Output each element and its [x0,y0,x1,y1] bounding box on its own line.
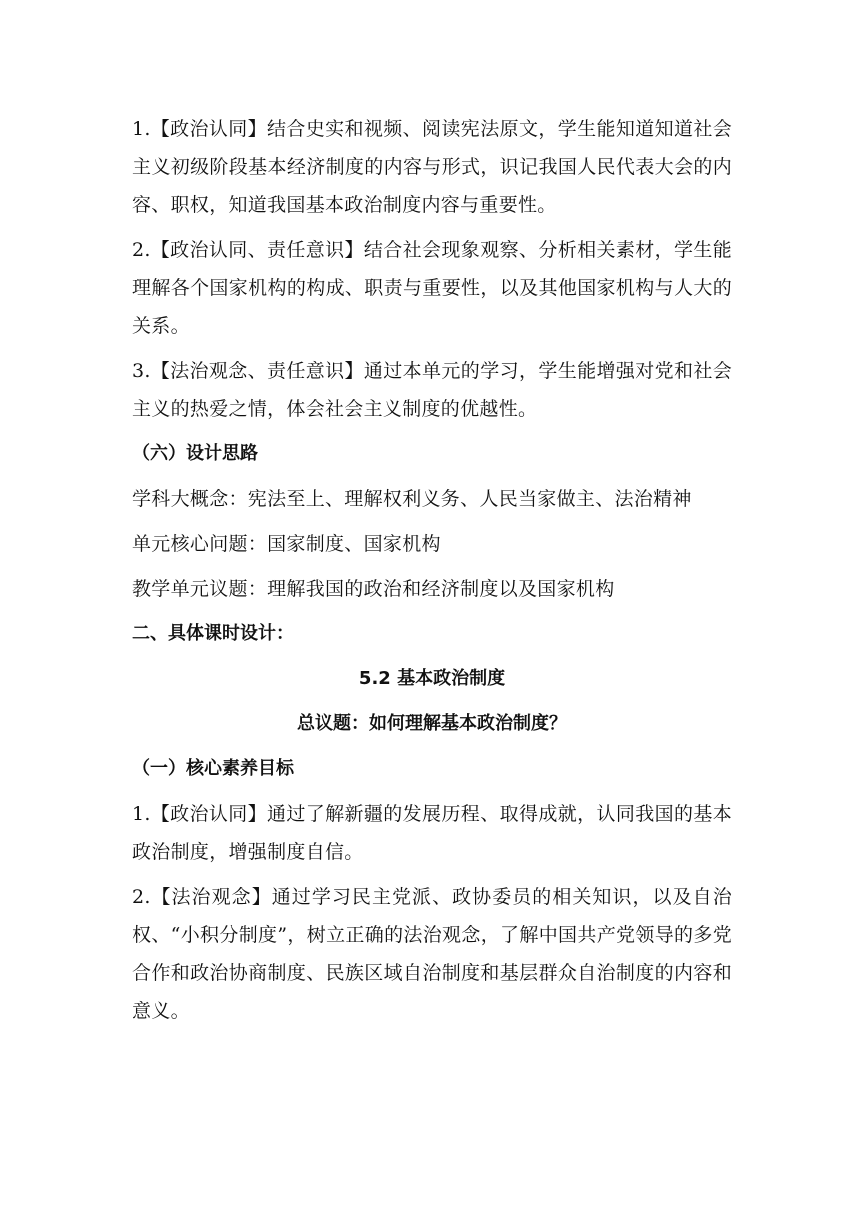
objective-paragraph-2: 2.【政治认同、责任意识】结合社会现象观察、分析相关素材，学生能理解各个国家机构的构成、职责与重要性，以及其他国家机构与人大的关系。 [132,239,732,337]
subject-concept-line: 学科大概念：宪法至上、理解权利义务、人民当家做主、法治精神 [132,488,692,510]
lesson-title: 5.2 基本政治制度 [358,668,506,689]
objective-paragraph-1: 1.【政治认同】结合史实和视频、阅读宪法原文，学生能知道知道社会主义初级阶段基本经济制度的内容与形式，识记我国人民代表大会的内容、职权，知道我国基本政治制度内容与重要性。 [132,118,732,216]
unit-topic-line: 教学单元议题：理解我国的政治和经济制度以及国家机构 [132,578,615,600]
lesson-design-heading: 二、具体课时设计： [132,623,294,644]
core-question-line: 单元核心问题：国家制度、国家机构 [132,533,441,555]
objective-paragraph-3: 3.【法治观念、责任意识】通过本单元的学习，学生能增强对党和社会主义的热爱之情，体会社会主义制度的优越性。 [132,360,732,420]
goals-heading: （一）核心素养目标 [132,758,294,779]
general-topic: 总议题：如何理解基本政治制度？ [297,713,567,734]
goal-paragraph-1: 1.【政治认同】通过了解新疆的发展历程、取得成就，认同我国的基本政治制度，增强制度自信。 [132,803,732,863]
design-heading: （六）设计思路 [132,443,258,464]
goal-paragraph-2: 2.【法治观念】通过学习民主党派、政协委员的相关知识，以及自治权、“小积分制度”，树立正确的法治观念，了解中国共产党领导的多党合作和政治协商制度、民族区域自治制度和基层群众自治制度的内容和意义。 [132,886,732,1022]
document-body [132,110,732,1037]
